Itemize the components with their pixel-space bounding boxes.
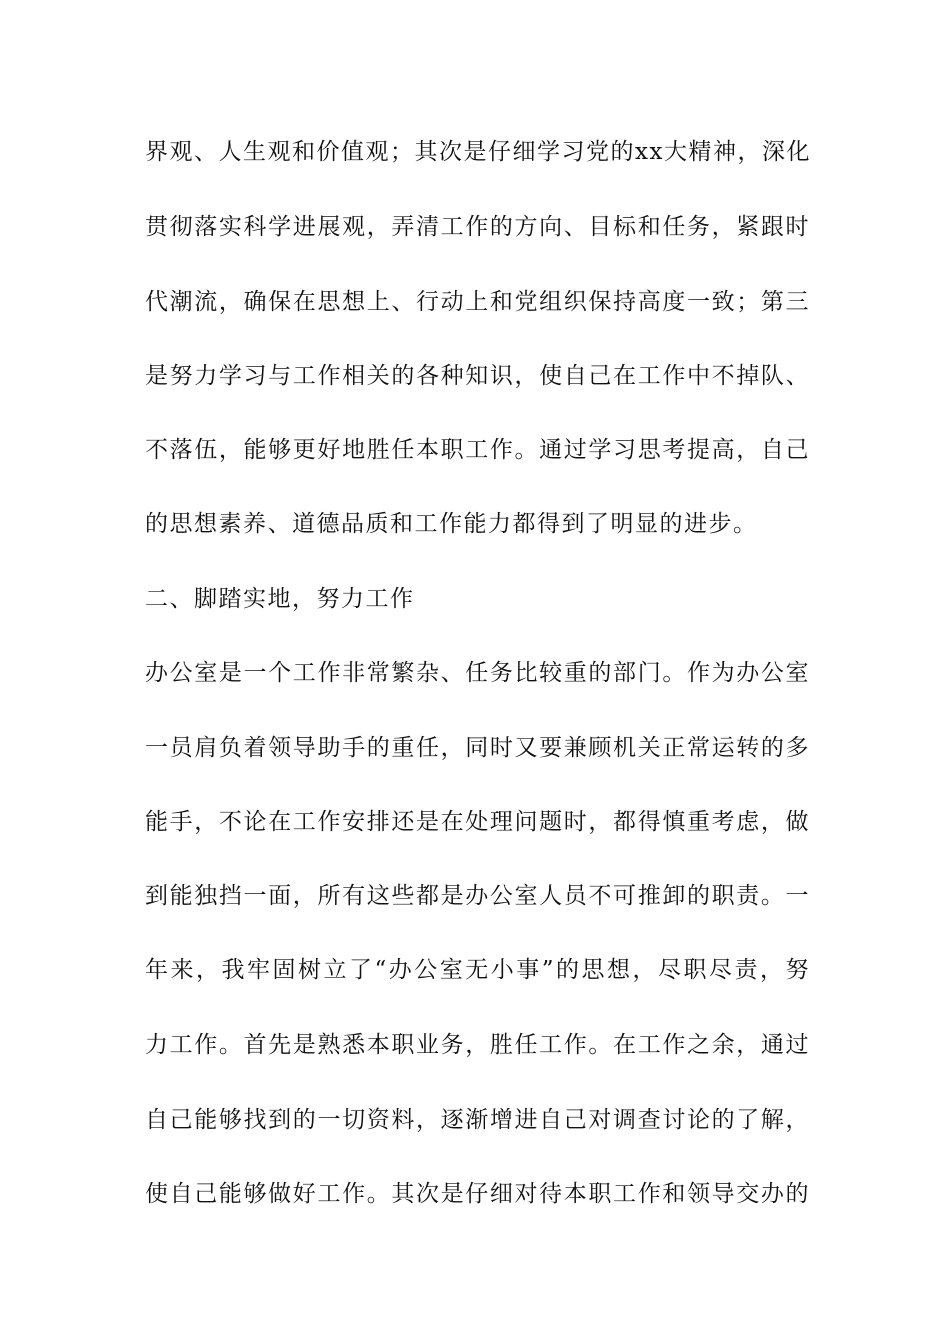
paragraph-line: 是努力学习与工作相关的各种知识，使自己在工作中不掉队、 xyxy=(145,363,810,389)
paragraph-line: 办公室是一个工作非常繁杂、任务比较重的部门。作为办公室 xyxy=(145,660,810,686)
paragraph-line: 代潮流，确保在思想上、行动上和党组织保持高度一致；第三 xyxy=(145,289,810,315)
paragraph-line: 年来，我牢固树立了“办公室无小事”的思想，尽职尽责，努 xyxy=(145,957,810,983)
paragraph-line: 自己能够找到的一切资料，逐渐增进自己对调查讨论的了解， xyxy=(145,1107,810,1133)
paragraph-line: 使自己能够做好工作。其次是仔细对待本职工作和领导交办的 xyxy=(145,1181,810,1207)
paragraph-line: 到能独挡一面，所有这些都是办公室人员不可推卸的职责。一 xyxy=(145,883,810,909)
paragraph-line: 一员肩负着领导助手的重任，同时又要兼顾机关正常运转的多 xyxy=(145,735,810,761)
paragraph-line: 能手，不论在工作安排还是在处理问题时，都得慎重考虑，做 xyxy=(145,809,810,835)
paragraph-line: 贯彻落实科学进展观，弄清工作的方向、目标和任务，紧跟时 xyxy=(145,214,810,240)
paragraph-line: 界观、人生观和价值观；其次是仔细学习党的xx大精神，深化 xyxy=(145,139,811,165)
paragraph-line-last: 的思想素养、道德品质和工作能力都得到了明显的进步。 xyxy=(145,511,758,537)
paragraph-line: 不落伍，能够更好地胜任本职工作。通过学习思考提高，自己 xyxy=(145,437,810,463)
section-heading: 二、脚踏实地，努力工作 xyxy=(145,586,415,612)
paragraph-line: 力工作。首先是熟悉本职业务，胜任工作。在工作之余，通过 xyxy=(145,1032,810,1058)
